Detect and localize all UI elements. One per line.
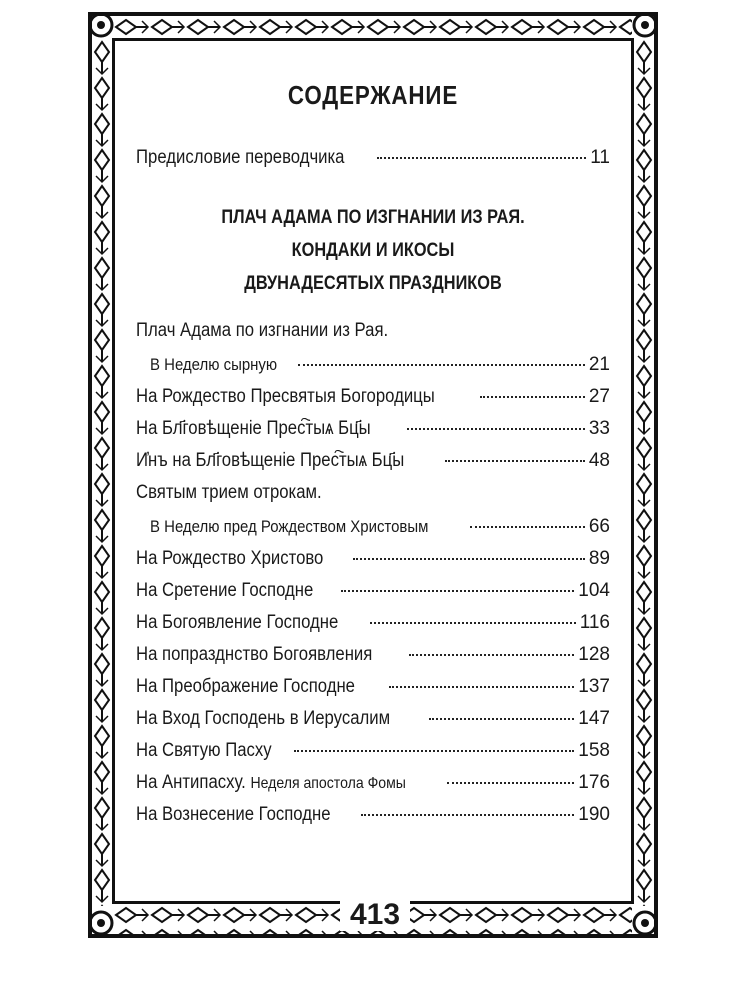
frame-ornament-top <box>114 16 632 38</box>
toc-entry-page: 21 <box>588 354 610 375</box>
toc-entry-page: 11 <box>590 147 610 168</box>
dot-leader <box>389 686 574 688</box>
toc-entry-text: На Антипасху. <box>136 772 246 793</box>
toc-entry[interactable] <box>136 708 610 740</box>
dot-leader <box>480 396 585 398</box>
toc-entry-text: В Неделю сырную <box>150 355 278 374</box>
toc-entry-text: Предисловие переводчика <box>136 147 345 168</box>
toc-entry-page: 27 <box>588 386 610 407</box>
toc-group-heading <box>136 482 610 516</box>
dot-leader <box>377 157 586 159</box>
toc-entry-text: На попразднство Богоявления <box>136 644 373 665</box>
section-heading-line: ДВУНАДЕСЯТЫХ ПРАЗДНИКОВ <box>244 273 502 294</box>
toc-entry-text: На Рождество Пресвятыя Богородицы <box>136 386 435 407</box>
corner-ornament-icon <box>86 10 116 40</box>
toc-entry-text: На Вознесение Господне <box>136 804 331 825</box>
toc-entry-page: 48 <box>588 450 610 471</box>
toc-entry-text: На Рождество Христово <box>136 548 324 569</box>
dot-leader <box>409 654 575 656</box>
toc-entry-page: 33 <box>588 418 610 439</box>
dot-leader <box>445 460 585 462</box>
toc-entry-text: На Богоявление Господне <box>136 612 339 633</box>
dot-leader <box>370 622 576 624</box>
page-number: 413 <box>0 898 750 932</box>
toc-entry[interactable] <box>136 580 610 612</box>
dot-leader <box>429 718 575 720</box>
frame-ornament-right <box>634 40 654 906</box>
toc-entry-text: Святым трием отрокам. <box>136 482 322 503</box>
dot-leader <box>470 526 584 528</box>
section-heading <box>169 201 577 300</box>
toc-entry-page: 104 <box>578 580 610 601</box>
toc-entry[interactable] <box>136 772 610 804</box>
toc-entry-page: 128 <box>578 644 610 665</box>
toc-entry[interactable] <box>136 516 610 548</box>
toc-entry-text: На Святую Пасху <box>136 740 272 761</box>
toc-entry[interactable] <box>136 450 610 482</box>
dot-leader <box>294 750 574 752</box>
toc-entry-text: Плач Адама по изгнании из Рая. <box>136 320 389 341</box>
toc-entry-page: 89 <box>588 548 610 569</box>
toc-entry-page: 116 <box>579 612 610 633</box>
toc-entry[interactable] <box>136 644 610 676</box>
toc-entry[interactable] <box>136 676 610 708</box>
toc-entry-subtitle: Неделя апостола Фомы <box>250 775 406 792</box>
toc-entry-page: 147 <box>578 708 610 729</box>
toc-entry[interactable] <box>136 612 610 644</box>
toc-entry-page: 158 <box>578 740 610 761</box>
toc-entry[interactable] <box>136 548 610 580</box>
toc-entry-page: 190 <box>578 804 610 825</box>
dot-leader <box>341 590 574 592</box>
section-heading-line: ПЛАЧ АДАМА ПО ИЗГНАНИИ ИЗ РАЯ. <box>221 207 525 228</box>
toc-entry[interactable] <box>136 740 610 772</box>
toc-entry-page: 137 <box>578 676 610 697</box>
corner-ornament-icon <box>630 10 660 40</box>
toc-entry-text: В Неделю пред Рождеством Христовым <box>150 517 429 536</box>
toc-entry[interactable] <box>136 418 610 450</box>
dot-leader <box>361 814 574 816</box>
toc-entry[interactable] <box>136 804 610 836</box>
toc-entry-preface[interactable] <box>136 147 610 179</box>
toc-entry-page: 176 <box>578 772 610 793</box>
page-title: СОДЕРЖАНИЕ <box>287 80 459 110</box>
toc-entry[interactable] <box>136 386 610 418</box>
toc-entry-text: На Преображение Господне <box>136 676 355 697</box>
toc-entry-text: На Вход Господень в Иерусалим <box>136 708 391 729</box>
toc-entry-page: 66 <box>588 516 610 537</box>
toc-group-heading <box>136 320 610 354</box>
dot-leader <box>407 428 585 430</box>
toc-entry-text: На Бл҃говѣщеніе Прес҇тыѧ Бц҃ы <box>136 418 371 439</box>
toc-entry-text: На Сретение Господне <box>136 580 314 601</box>
dot-leader <box>447 782 575 784</box>
toc-entry-text: И҆нъ на Бл҃говѣщеніе Прес҇тыѧ Бц҃ы <box>136 450 405 471</box>
table-of-contents <box>136 60 610 836</box>
dot-leader <box>353 558 585 560</box>
dot-leader <box>298 364 584 366</box>
frame-ornament-left <box>92 40 112 906</box>
toc-entry[interactable] <box>136 354 610 386</box>
section-heading-line: КОНДАКИ И ИКОСЫ <box>291 240 455 261</box>
